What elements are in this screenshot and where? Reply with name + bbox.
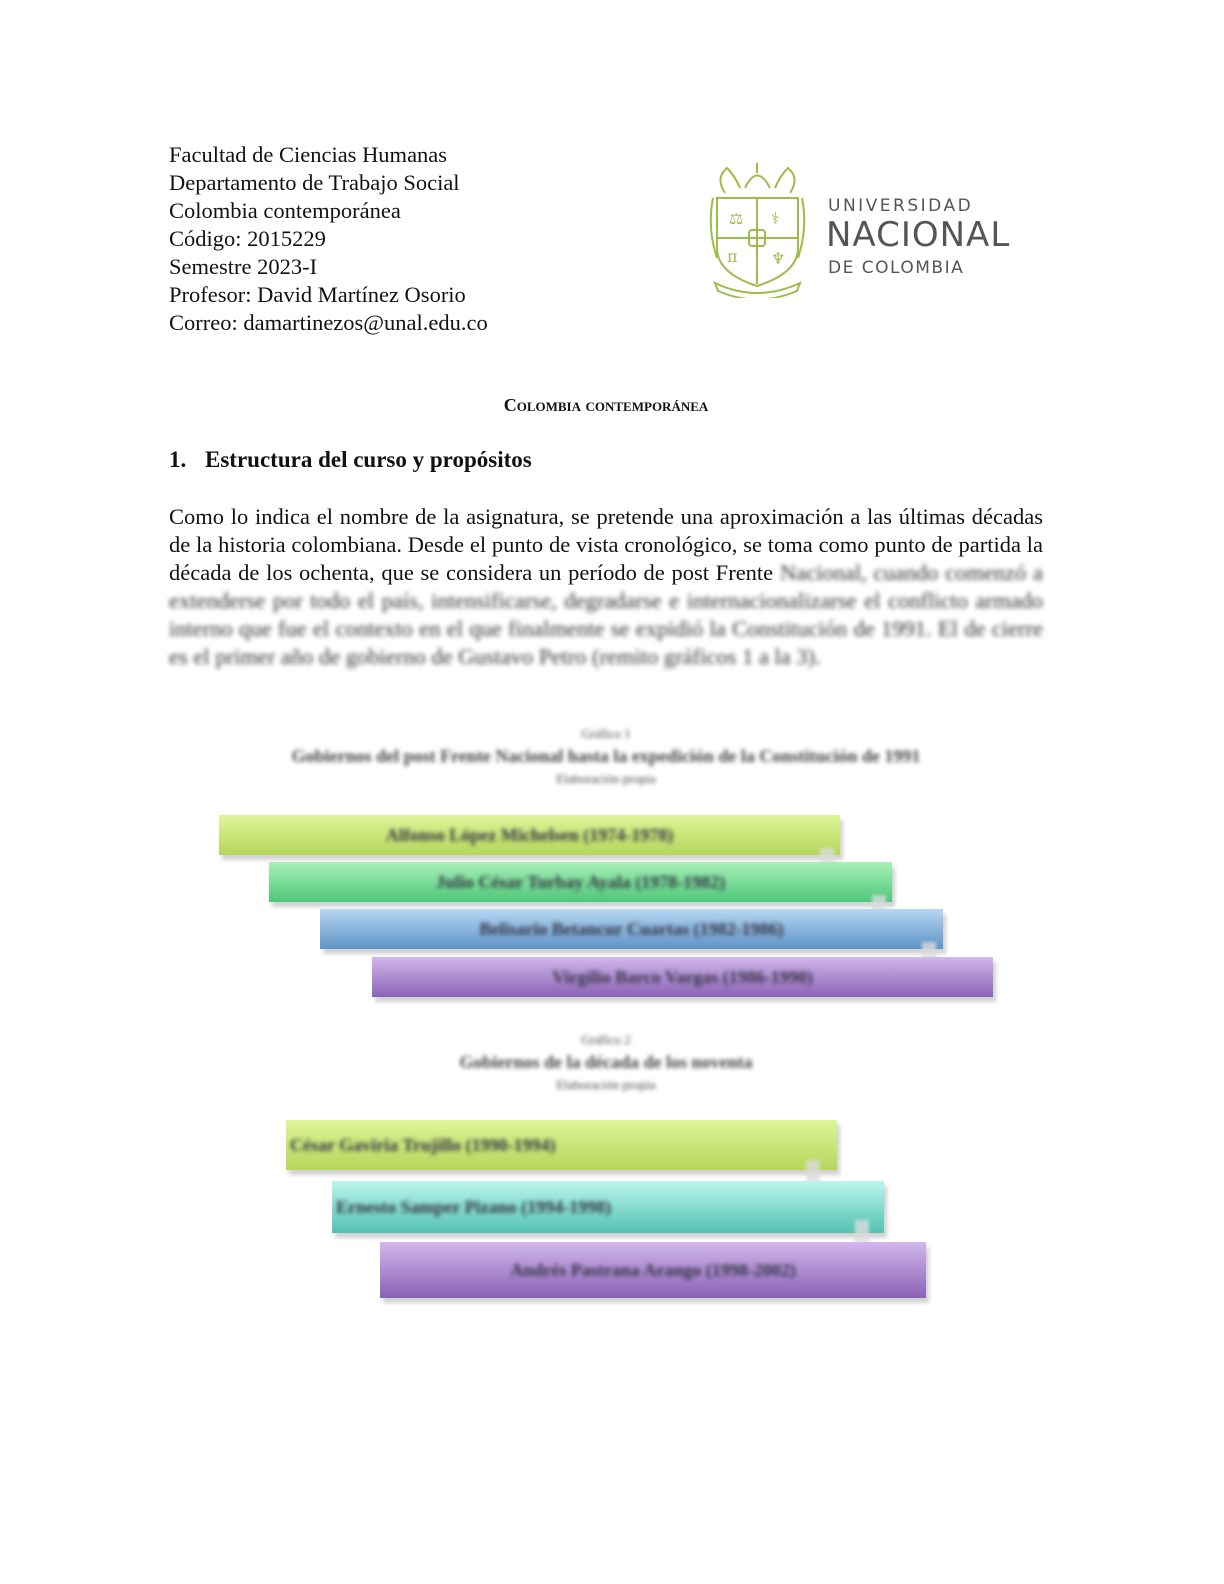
- timeline-bar-label: Andrés Pastrana Arango (1998-2002): [510, 1259, 796, 1280]
- svg-text:⚕: ⚕: [771, 209, 780, 228]
- timeline-bar: [269, 862, 892, 902]
- figure1-label: Gráfico 1: [581, 726, 631, 741]
- section-title: Estructura del curso y propósitos: [205, 447, 532, 472]
- intro-paragraph: [169, 503, 1043, 671]
- figure2-title: Gobiernos de la década de los noventa: [459, 1052, 753, 1072]
- svg-text:♆: ♆: [771, 249, 786, 268]
- timeline-bar: [372, 957, 993, 997]
- document-title: Colombia contemporánea: [503, 395, 709, 415]
- svg-text:π: π: [727, 247, 738, 266]
- timeline-bar-label: Virgilio Barco Vargas (1986-1990): [552, 966, 813, 987]
- timeline-bar-label: Ernesto Samper Pizano (1994-1998): [336, 1196, 612, 1217]
- university-logo: [705, 158, 1035, 298]
- department: Departamento de Trabajo Social: [169, 170, 460, 195]
- semester: Semestre 2023-I: [169, 254, 318, 279]
- section-heading: [169, 447, 532, 473]
- course-name: Colombia contemporánea: [169, 198, 401, 223]
- course-header: [169, 141, 488, 337]
- figure2-label: Gráfico 2: [581, 1032, 631, 1047]
- timeline-bar-label: César Gaviria Trujillo (1990-1994): [290, 1134, 556, 1155]
- timeline-bar: [219, 815, 840, 855]
- timeline-bar: [380, 1242, 926, 1298]
- figure1-title: Gobiernos del post Frente Nacional hasta la expedición de la Constitución de 1991: [291, 746, 921, 766]
- figure2-source: Elaboración propia: [556, 1077, 656, 1092]
- svg-text:⚖: ⚖: [729, 209, 744, 228]
- logo-line-2: NACIONAL: [826, 215, 1011, 255]
- paragraph-blurred-text: Nacional, cuando comenzó a extenderse por todo el país, intensificarse, degradarse e internacionalizarse el conflicto armado interno que fue el contexto en el que finalmente se expidió la Constitución de 1991. El de cierre es el primer año de gobierno de Gustavo Petro (remito gráficos 1 a la 3).: [169, 560, 1044, 669]
- timeline-bar-label: Alfonso López Michelsen (1974-1978): [385, 824, 674, 845]
- professor: Profesor: David Martínez Osorio: [169, 282, 466, 307]
- timeline-bar: [332, 1181, 884, 1233]
- email: Correo: damartinezos@unal.edu.co: [169, 310, 488, 335]
- university-crest-icon: [705, 158, 810, 298]
- figure1-source: Elaboración propia: [556, 771, 656, 786]
- section-number: 1.: [169, 447, 187, 472]
- faculty: Facultad de Ciencias Humanas: [169, 142, 448, 167]
- paragraph-clear-text: Como lo indica el nombre de la asignatura, se pretende una aproximación a las últimas décadas de la historia colombiana. Desde el punto de vista cronológico, se toma como punto de partida la década de los ochenta, que se considera un período de post Frente: [169, 504, 1043, 585]
- timeline-bar: [320, 909, 943, 949]
- logo-line-3: DE COLOMBIA: [828, 258, 965, 278]
- logo-line-1: UNIVERSIDAD: [828, 196, 974, 216]
- timeline-bar-label: Belisario Betancur Cuartas (1982-1986): [479, 918, 784, 939]
- course-code: Código: 2015229: [169, 226, 326, 251]
- timeline-bar-label: Julio César Turbay Ayala (1978-1982): [435, 871, 726, 892]
- timeline-bar: [286, 1120, 837, 1170]
